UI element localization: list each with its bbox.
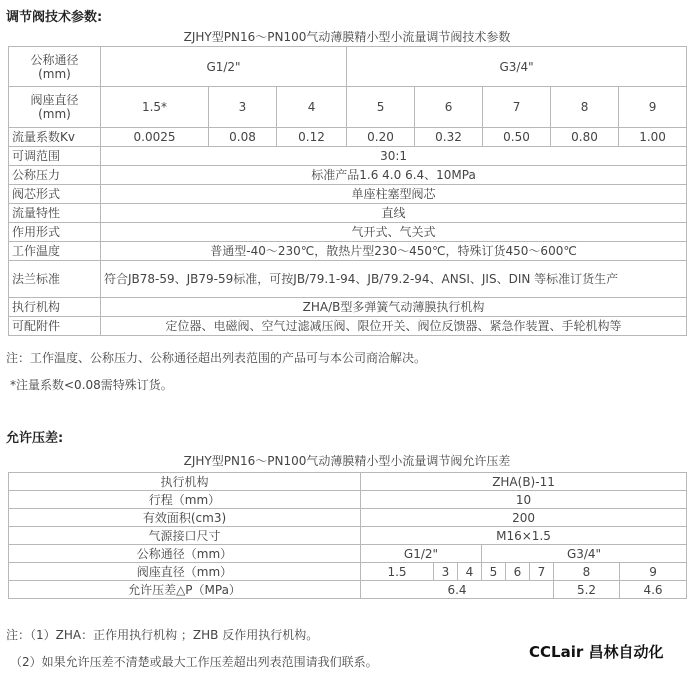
table-row xyxy=(9,261,687,298)
dp-label: 允许压差△P（MPa） xyxy=(9,581,361,599)
section2-heading: 允许压差: xyxy=(6,431,64,446)
range-value: 30:1 xyxy=(101,147,687,166)
seat-value: 5 xyxy=(482,563,506,581)
table-row xyxy=(9,473,687,491)
seat-value: 4 xyxy=(277,87,347,128)
seat-label: 阀座直径（mm） xyxy=(9,563,361,581)
temp-value: 普通型-40～230℃，散热片型230～450℃，特殊订货450～600℃ xyxy=(101,242,687,261)
accessory-label: 可配附件 xyxy=(9,317,101,336)
dn-value-three-quarter: G3/4" xyxy=(347,47,687,87)
air-value: M16×1.5 xyxy=(361,527,687,545)
flow-char-label: 流量特性 xyxy=(9,204,101,223)
table-row xyxy=(9,223,687,242)
kv-value: 0.50 xyxy=(483,128,551,147)
table-row xyxy=(9,47,687,87)
pressure-table xyxy=(8,472,687,599)
spec-note-1: 注：工作温度、公称压力、公称通径超出列表范围的产品可与本公司商洽解决。 xyxy=(6,351,427,365)
seat-value: 3 xyxy=(434,563,458,581)
air-label: 气源接口尺寸 xyxy=(9,527,361,545)
table-row xyxy=(9,87,687,128)
table-row xyxy=(9,204,687,223)
seat-value: 7 xyxy=(530,563,554,581)
kv-value: 0.0025 xyxy=(101,128,209,147)
seat-value: 1.5* xyxy=(101,87,209,128)
dp-value: 6.4 xyxy=(361,581,554,599)
kv-value: 0.08 xyxy=(209,128,277,147)
action-value: 气开式、气关式 xyxy=(101,223,687,242)
stroke-value: 10 xyxy=(361,491,687,509)
accessory-value: 定位器、电磁阀、空气过滤减压阀、限位开关、阀位反馈器、紧急作装置、手轮机构等 xyxy=(101,317,687,336)
area-label: 有效面积(cm3) xyxy=(9,509,361,527)
seat-value: 6 xyxy=(415,87,483,128)
seat-value: 7 xyxy=(483,87,551,128)
seat-value: 1.5 xyxy=(361,563,434,581)
core-value: 单座柱塞型阀芯 xyxy=(101,185,687,204)
actuator-label: 执行机构 xyxy=(9,298,101,317)
table-row xyxy=(9,242,687,261)
actuator-value: ZHA(B)-11 xyxy=(361,473,687,491)
spec-table xyxy=(8,46,687,336)
table-row xyxy=(9,545,687,563)
flange-label: 法兰标准 xyxy=(9,261,101,298)
dn-value-half: G1/2" xyxy=(101,47,347,87)
stroke-label: 行程（mm） xyxy=(9,491,361,509)
dn-label: 公称通径（mm） xyxy=(9,545,361,563)
kv-value: 0.12 xyxy=(277,128,347,147)
core-label: 阀芯形式 xyxy=(9,185,101,204)
table-row xyxy=(9,147,687,166)
dp-value: 5.2 xyxy=(554,581,620,599)
kv-value: 0.20 xyxy=(347,128,415,147)
seat-value: 3 xyxy=(209,87,277,128)
table-row xyxy=(9,166,687,185)
kv-value: 0.32 xyxy=(415,128,483,147)
pressure-note-2: （2）如果允许压差不清楚或最大工作压差超出列表范围请我们联系。 xyxy=(10,655,378,669)
table-row xyxy=(9,563,687,581)
table-row xyxy=(9,509,687,527)
table-row xyxy=(9,581,687,599)
brand-logo-text: CCLair 昌林自动化 xyxy=(529,643,664,661)
seat-value: 9 xyxy=(619,87,687,128)
kv-label: 流量系数Kv xyxy=(9,128,101,147)
table-row xyxy=(9,527,687,545)
table2-caption: ZJHY型PN16～PN100气动薄膜精小型小流量调节阀允许压差 xyxy=(183,454,511,468)
temp-label: 工作温度 xyxy=(9,242,101,261)
kv-value: 0.80 xyxy=(551,128,619,147)
dn-value-three-quarter: G3/4" xyxy=(482,545,687,563)
seat-value: 9 xyxy=(620,563,687,581)
actuator-value: ZHA/B型多弹簧气动薄膜执行机构 xyxy=(101,298,687,317)
seat-value: 6 xyxy=(506,563,530,581)
dp-value: 4.6 xyxy=(620,581,687,599)
dn-label: 公称通径 (mm) xyxy=(9,47,101,87)
action-label: 作用形式 xyxy=(9,223,101,242)
seat-value: 5 xyxy=(347,87,415,128)
seat-value: 8 xyxy=(554,563,620,581)
spec-note-2: *注量系数<0.08需特殊订货。 xyxy=(10,378,173,392)
table-row xyxy=(9,317,687,336)
pressure-value: 标准产品1.6 4.0 6.4、10MPa xyxy=(101,166,687,185)
table-row xyxy=(9,298,687,317)
seat-value: 4 xyxy=(458,563,482,581)
flange-value: 符合JB78-59、JB79-59标准，可按JB/79.1-94、JB/79.2-94、ANSI、JIS、DIN 等标准订货生产 xyxy=(101,261,687,298)
seat-label: 阀座直径 (mm) xyxy=(9,87,101,128)
table1-caption: ZJHY型PN16～PN100气动薄膜精小型小流量调节阀技术参数 xyxy=(183,30,511,44)
dn-value-half: G1/2" xyxy=(361,545,482,563)
table-row xyxy=(9,185,687,204)
seat-value: 8 xyxy=(551,87,619,128)
flow-char-value: 直线 xyxy=(101,204,687,223)
kv-value: 1.00 xyxy=(619,128,687,147)
section1-heading: 调节阀技术参数: xyxy=(6,10,103,25)
table-row xyxy=(9,128,687,147)
actuator-label: 执行机构 xyxy=(9,473,361,491)
area-value: 200 xyxy=(361,509,687,527)
pressure-label: 公称压力 xyxy=(9,166,101,185)
table-row xyxy=(9,491,687,509)
range-label: 可调范围 xyxy=(9,147,101,166)
pressure-note-1: 注：（1）ZHA：正作用执行机构 ；ZHB 反作用执行机构。 xyxy=(6,628,319,642)
